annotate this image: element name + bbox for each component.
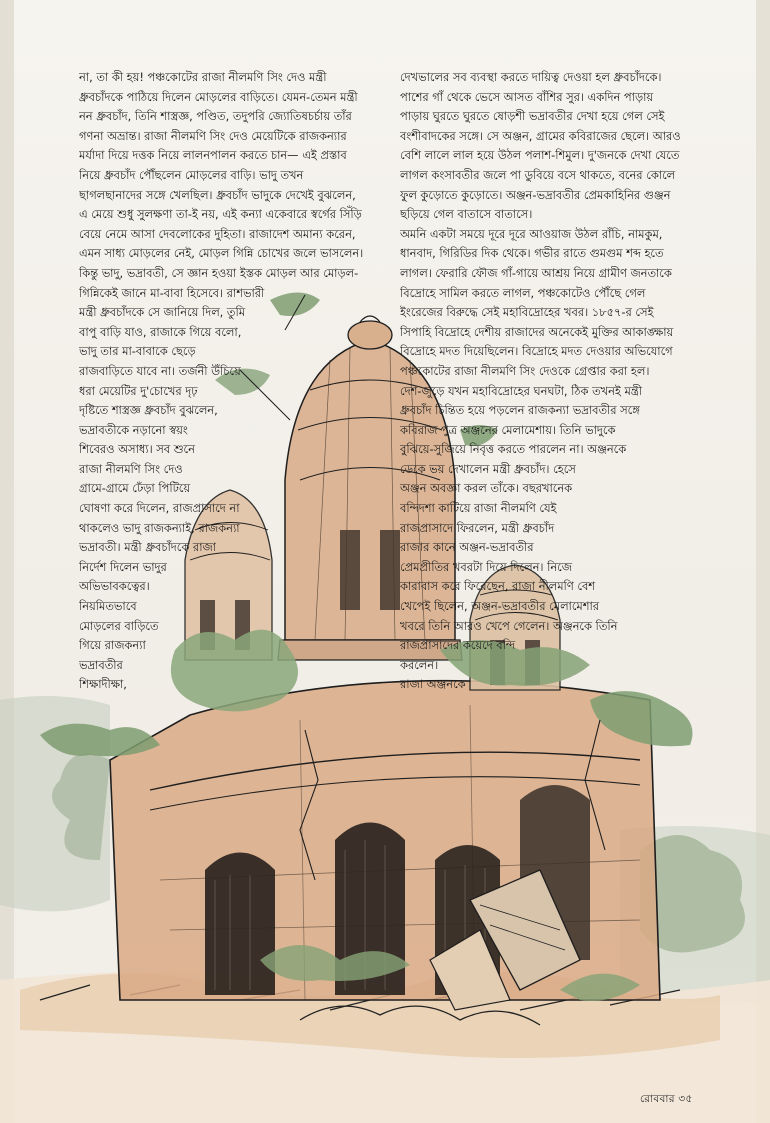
- text-line: বেশি লালে লাল হয়ে উঠল পলাশ-শিমুল। দু'জনকে দেখা যেতে: [400, 148, 680, 163]
- text-line: নন ধ্রুবচাঁদ, তিনি শাস্ত্রজ্ঞ, পণ্ডিত, তদুপরি জ্যোতিষচর্চায় তাঁর: [79, 109, 352, 124]
- text-line: বংশীবাদকের সঙ্গে। সে অঞ্জন, গ্রামের কবিরাজের ছেলে। আরও: [400, 128, 681, 143]
- text-line: শিবেরও অসাধ্য। সব শুনে: [79, 442, 195, 457]
- text-line: কবিরাজ পুত্র অঞ্জনের মেলামেশায়। তিনি ভাদুকে: [400, 422, 616, 437]
- text-line: করলেন।: [400, 657, 439, 672]
- text-line: রাজার কানে অঞ্জন-ভদ্রাবতীর: [400, 540, 534, 555]
- text-line: নির্দেশ দিলেন ভাদুর: [79, 559, 167, 574]
- text-line: অমনি একটা সময়ে দূরে দূরে আওয়াজ উঠল রাঁচি, নামকুম,: [400, 226, 663, 241]
- text-line: বেয়ে নেমে আসা দেবলোকের দুহিতা। রাজাদেশ অমান্য করেন,: [79, 226, 356, 241]
- text-line: ধ্রুবচাঁদকে পাঠিয়ে দিলেন মোড়লের বাড়িতে। যেমন-তেমন মন্ত্রী: [79, 89, 358, 104]
- text-line: গ্রামে-গ্রামে ঢেঁড়া পিটিয়ে: [79, 481, 191, 496]
- text-line: ধ্রুবচাঁদ চিন্তিত হয়ে পড়লেন রাজকন্যা ভদ্রাবতীর সঙ্গে: [400, 403, 640, 418]
- text-line: কারাবাস করে ফিরেছেন, রাজা নীলমণি বেশ: [400, 579, 596, 594]
- text-line: দেশ-জুড়ে যখন মহাবিদ্রোহের ঘনঘটা, ঠিক তখনই মন্ত্রী: [400, 383, 642, 398]
- text-line: খেপেই ছিলেন, অঞ্জন-ভদ্রাবতীর মেলামেশার: [400, 599, 600, 614]
- text-line: রাজা অঞ্জনকে: [400, 677, 466, 692]
- text-line: ছাগলছানাদের সঙ্গে খেলছিল। ধ্রুবচাঁদ ভাদুকে দেখেই বুঝলেন,: [79, 187, 356, 202]
- article-left-column: [79, 68, 391, 695]
- text-line: প্রেমপ্রীতির খবরটা দিয়ে দিলেন। নিজে: [400, 559, 572, 574]
- text-line: এ মেয়ে শুধু সুলক্ষণা তা-ই নয়, এই কন্যা একেবারে স্বর্গের সিঁড়ি: [79, 207, 362, 222]
- text-line: অঞ্জন অবজ্ঞা করল তাঁকে। বছরখানেক: [400, 481, 573, 496]
- text-line: দৃষ্টিতে শাস্ত্রজ্ঞ ধ্রুবচাঁদ বুঝলেন,: [79, 403, 218, 418]
- text-line: ধরা মেয়েটির দু'চোখের দৃঢ়: [79, 383, 198, 398]
- text-line: পঞ্চকোটের রাজা নীলমণি সিং দেওকে গ্রেপ্তার করা হল।: [400, 363, 650, 378]
- text-line: ছড়িয়ে গেল বাতাসে বাতাসে।: [400, 207, 533, 222]
- text-line: নিয়মিতভাবে: [79, 599, 137, 614]
- text-line: ভাদু তার মা-বাবাকে ছেড়ে: [79, 344, 196, 359]
- text-line: ফুল কুড়োতে কুড়োতে। অঞ্জন-ভদ্রাবতীর প্রেমকাহিনির গুঞ্জন: [400, 187, 671, 202]
- text-line: অভিভাবকত্বের।: [79, 579, 150, 594]
- text-line: বুঝিয়ে-সুজিয়ে নিবৃত্ত করতে পারলেন না। অঞ্জনকে: [400, 442, 627, 457]
- text-line: পাশের গাঁ থেকে ভেসে আসত বাঁশির সুর। একদিন পাড়ায়: [400, 89, 654, 104]
- text-line: গিয়ে রাজকন্যা: [79, 638, 146, 653]
- article-right-column: [400, 68, 696, 695]
- text-line: দেখভালের সব ব্যবস্থা করতে দায়িত্ব দেওয়া হল ধ্রুবচাঁদকে।: [400, 70, 662, 84]
- text-line: ভদ্রাবতীকে নড়ানো স্বয়ং: [79, 422, 188, 437]
- text-line: বন্দিদশা কাটিয়ে রাজা নীলমণি যেই: [400, 501, 557, 516]
- text-line: বিদ্রোহে সামিল করতে লাগল, পঞ্চকোটেও পৌঁছে গেল: [400, 285, 646, 300]
- text-line: ঘোষণা করে দিলেন, রাজপ্রাসাদে না: [79, 501, 240, 516]
- text-line: মর্যাদা দিয়ে দত্তক নিয়ে লালনপালন করতে চান— এই প্রস্তাব: [79, 148, 347, 163]
- text-line: কিন্তু ভাদু, ভদ্রাবতী, সে জ্ঞান হওয়া ইস্তক মোড়ল আর মোড়ল-: [79, 265, 359, 280]
- text-line: রাজপ্রাসাদে ফিরলেন, মন্ত্রী ধ্রুবচাঁদ: [400, 520, 555, 535]
- text-line: ইংরেজের বিরুদ্ধে সেই মহাবিদ্রোহের খবর। ১৮৫৭-র সেই: [400, 305, 654, 320]
- text-line: রাজা নীলমণি সিং দেও: [79, 461, 183, 476]
- text-line: সিপাহি বিদ্রোহে দেশীয় রাজাদের অনেকেই মুক্তির আকাঙ্ক্ষায়: [400, 324, 674, 339]
- text-line: বিদ্রোহে মদত দিয়েছিলেন। বিদ্রোহে মদত দেওয়ার অভিযোগে: [400, 344, 673, 359]
- text-line: লাগল। ফেরারি ফৌজ গাঁ-গায়ে আশ্রয় নিয়ে গ্রামীণ জনতাকে: [400, 265, 672, 280]
- text-line: মোড়লের বাড়িতে: [79, 618, 159, 633]
- text-line: ভদ্রাবতীর: [79, 657, 123, 672]
- text-line: খবরে তিনি আরও খেপে গেলেন। অঞ্জনকে তিনি: [400, 618, 618, 633]
- text-line: ডেকে ভয় দেখালেন মন্ত্রী ধ্রুবচাঁদ। হেসে: [400, 461, 576, 476]
- text-line: লাগল কংসাবতীর জলে পা ডুবিয়ে বসে থাকতে, বনের কোলে: [400, 167, 676, 182]
- text-line: গিন্নিকেই জানে মা-বাবা হিসেবে। রাশভারী: [79, 285, 265, 300]
- text-line: শিক্ষাদীক্ষা,: [79, 677, 127, 692]
- text-line: গণনা অভ্রান্ত। রাজা নীলমণি সিং দেও মেয়েটিকে রাজকন্যার: [79, 128, 347, 143]
- text-line: নিয়ে ধ্রুবচাঁদ পৌঁছলেন মোড়লের বাড়ি। ভাদু তখন: [79, 167, 304, 182]
- text-line: না, তা কী হয়! পঞ্চকোটের রাজা নীলমণি সিং দেও মন্ত্রী: [79, 70, 327, 84]
- text-line: বাপু বাড়ি যাও, রাজাকে গিয়ে বলো,: [79, 324, 242, 339]
- text-line: ধানবাদ, গিরিডির দিক থেকে। গভীর রাতে গুমগুম শব্দ হতে: [400, 246, 664, 261]
- text-line: থাকলেও ভাদু রাজকন্যাই, রাজকন্যা: [79, 520, 240, 535]
- text-line: পাড়ায় ঘুরতে ঘুরতে ষোড়শী ভদ্রাবতীর দেখা হয়ে গেল সেই: [400, 109, 665, 124]
- text-line: রাজবাড়িতে যাবে না। তর্জনী উঁচিয়ে: [79, 363, 241, 378]
- text-line: মন্ত্রী ধ্রুবচাঁদকে সে জানিয়ে দিল, তুমি: [79, 305, 246, 320]
- text-line: এমন সাধ্য মোড়লের নেই, মোড়ল গিন্নি চোখের জলে ভাসলেন।: [79, 246, 364, 261]
- page-number: রোববার ৩৫: [640, 1093, 693, 1105]
- text-line: রাজপ্রাসাদের কয়েদে বন্দি: [400, 638, 516, 653]
- text-line: ভদ্রাবতী। মন্ত্রী ধ্রুবচাঁদকে রাজা: [79, 540, 216, 555]
